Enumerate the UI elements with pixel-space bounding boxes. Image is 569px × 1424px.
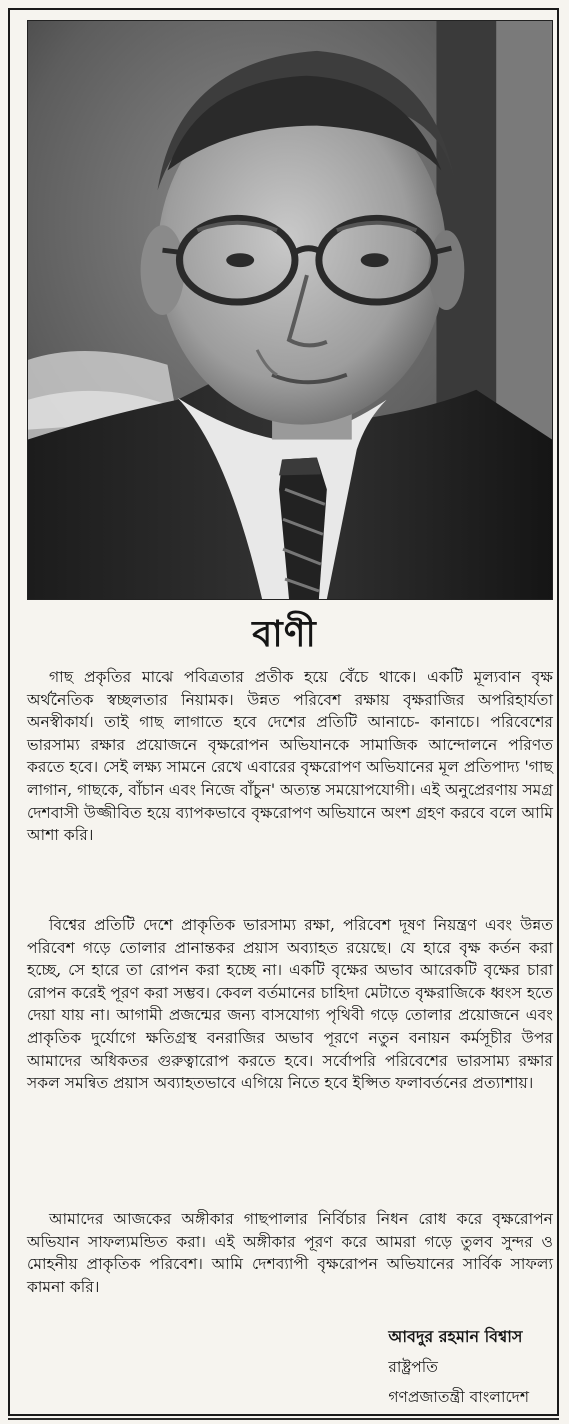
signatory-country: গণপ্রজাতন্ত্রী বাংলাদেশ [388, 1388, 529, 1406]
bottom-rule [8, 1418, 559, 1420]
paragraph-1-text: গাছ প্রকৃতির মাঝে পবিত্রতার প্রতীক হয়ে বেঁচে থাকে। একটি মূল্যবান বৃক্ষ অর্থনৈতিক স্বচ্ছলতার নিয়ামক। উন্নত পরিবেশ রক্ষায় বৃক্ষরাজির অপরিহার্যতা অনস্বীকার্য। তাই গাছ লাগাতে হবে দেশের প্রতিটি আনাচে- কানাচে। পরিবেশের ভারসাম্য রক্ষার প্রয়োজনে বৃক্ষরোপন অভিযানকে সামাজিক আন্দোলনে পরিণত করতে হবে। সেই লক্ষ্য সামনে রেখে এবারের বৃক্ষরোপণ অভিযানের মূল প্রতিপাদ্য 'গাছ লাগান, গাছকে, বাঁচান এবং নিজে বাঁচুন' অত্যন্ত সময়োপযোগী। এই অনুপ্রেরণায় সমগ্র দেশবাসী উজ্জীবিত হয়ে ব্যাপকভাবে বৃক্ষরোপণ অভিযানে অংশ গ্রহণ করবে বলে আমি আশা করি। [27, 668, 554, 845]
message-paragraph-2 [27, 914, 553, 1095]
message-paragraph-1 [27, 666, 553, 847]
paragraph-3-text: আমাদের আজকের অঙ্গীকার গাছপালার নির্বিচার নিধন রোধ করে বৃক্ষরোপন অভিযান সাফল্যমন্ডিত করা। এই অঙ্গীকার পূরণ করে আমরা গড়ে তুলব সুন্দর ও মোহনীয় প্রাকৃতিক পরিবেশ। আমি দেশব্যাপী বৃক্ষরোপন অভিযানের সার্বিক সাফল্য কামনা করি। [27, 1210, 553, 1296]
portrait-photo [27, 20, 553, 600]
message-paragraph-3 [27, 1208, 553, 1298]
signatory-title: রাষ্ট্রপতি [388, 1358, 438, 1376]
page-title: বাণী [252, 613, 317, 655]
signature-block [388, 1322, 529, 1412]
signatory-name: আবদুর রহমান বিশ্বাস [388, 1327, 523, 1346]
paragraph-2-text: বিশ্বের প্রতিটি দেশে প্রাকৃতিক ভারসাম্য রক্ষা, পরিবেশ দূষণ নিয়ন্ত্রণ এবং উন্নত পরিবেশ গড়ে তোলার প্রানান্তকর প্রয়াস অব্যাহত রয়েছে। যে হারে বৃক্ষ কর্তন করা হচ্ছে, সে হারে তা রোপন করা হচ্ছে না। একটি বৃক্ষের অভাব আরেকটি বৃক্ষের চারা রোপন করেই পূরণ করা সম্ভব। কেবল বর্তমানের চাহিদা মেটাতে বৃক্ষরাজিকে ধ্বংস হতে দেয়া যায় না। আগামী প্রজন্মের জন্য বাসযোগ্য পৃথিবী গড়ে তোলার প্রয়োজনে এবং প্রাকৃতিক দুর্যোগে ক্ষতিগ্রস্থ বনরাজির অভাব পূরণে নতুন বনায়ন কর্মসূচীর উপর আমাদের অধিকতর গুরুত্বারোপ করতে হবে। সর্বোপরি পরিবেশের ভারসাম্য রক্ষার সকল সমন্বিত প্রয়াস অব্যাহতভাবে এগিয়ে নিতে হবে ইপ্সিত ফলাবর্তনের প্রত্যাশায়। [27, 916, 553, 1093]
portrait-illustration [28, 21, 552, 599]
